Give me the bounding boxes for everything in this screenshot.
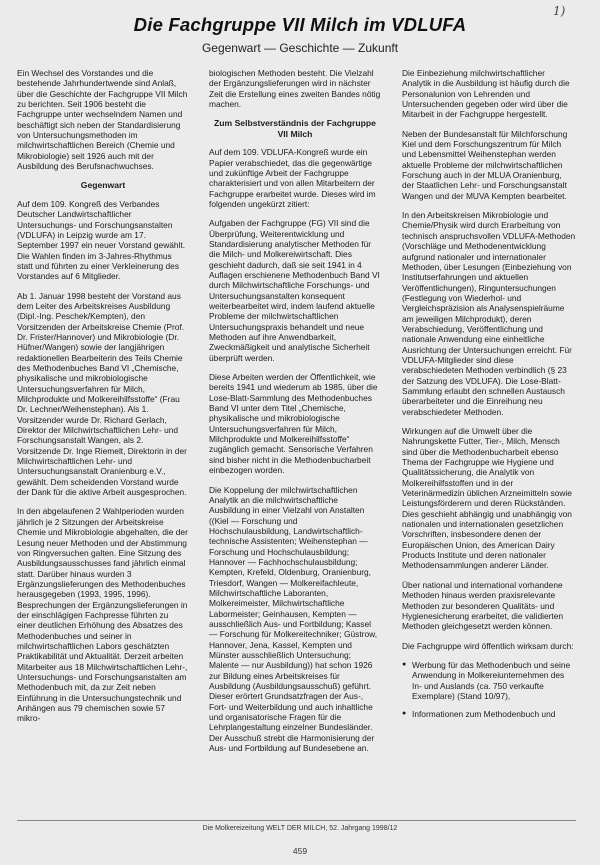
- paragraph: Über national und international vorhandene Methoden hinaus werden praxisrelevante Methoden zur besonderen Qualitäts- und Hygienesicherung erarbeitet, die validierten Methoden gleichgesetzt werden können.: [402, 579, 564, 632]
- paragraph: Die Einbeziehung milchwirtschaftlicher Analytik in die Ausbildung ist häufig durch die Personalunion von Lehrenden und Untersuchenden gegeben oder wird über die Mitarbeit in der Fachgruppe hergestellt.: [402, 68, 570, 120]
- page-title: Die Fachgruppe VII Milch im VDLUFA: [133, 14, 467, 35]
- column-middle: [209, 68, 381, 762]
- paragraph: Ein Wechsel des Vorstandes und die bestehende Jahrhundertwende sind Anlaß, über die Geschichte der Fachgruppe VII Milch zu berichten. Seit 1906 besteht die Fachgruppe unter wechselndem Namen und beschäftigt sich neben der Standardisierung von Untersuchungsmethoden im milchwirtschaftlichen Bereich (Chemie und Mikrobiologie) seit 1926 auch mit der Ausbildung des Berufsnachwuchses.: [17, 68, 188, 172]
- paragraph: Auf dem 109. VDLUFA-Kongreß wurde ein Papier verabschiedet, das die gegenwärtige und zukünftige Arbeit der Fachgruppe charakterisiert und von allen Mitarbeitern der Fachgruppe erarbeitet wurde. Dieses wird im folgenden ungekürzt zitiert:: [209, 147, 376, 209]
- list-item: ● Informationen zum Methodenbuch und: [402, 709, 576, 719]
- column-left: [17, 68, 189, 733]
- paragraph: Aufgaben der Fachgruppe (FG) VII sind die Überprüfung, Weiterentwicklung und Standardisierung analytischer Methoden für die Milch- und Molkereiwirtschaft. Dies geschieht dadurch, daß sie seit 1941 in 4 Auflagen erschienene Methodenbuch Band VI durch Milchwirtschaftliche Forschungs- und Untersuchungsanstalten konsequent weiterbearbeitet wird, indem laufend aktuelle Probleme der milchwirtschaftlichen Untersuchungspraxis behandelt und neue Methoden auf ihre Anwendbarkeit, Zweckmäßigkeit und analytische Sicherheit überprüft werden.: [209, 218, 380, 363]
- paragraph: biologischen Methoden besteht. Die Vielzahl der Ergänzungslieferungen wird in nächster Zeit die Erstellung eines zweiten Bandes nötig machen.: [209, 68, 381, 110]
- paragraph: Ab 1. Januar 1998 besteht der Vorstand aus dem Leiter des Arbeitskreises Ausbildung (Dipl.-Ing. Peschek/Kempten), den Vorsitzenden der Arbeitskreise Chemie (Prof. Dr. Frister/Hannover) und Mikrobiologie (Dr. Hüfner/Wangen) sowie der langjährigen redaktionellen Bearbeiterin des Teils Chemie des Methodenbuches Band VI „Chemische, physikalische und mikrobiologische Untersuchungsverfahren für Milch, Milchprodukte und Molkereihilfsstoffe“ (Frau Dr. Lechner/Weihenstephan). Als 1. Vorsitzender wurde Dr. Richard Gerlach, Direktor der Milchwirtschaftlichen Lehr- und Forschungsanstalt Wangen, als 2. Vorsitzende Dr. Inge Riemelt, Direktorin in der Milchwirtschaftlichen Lehr- und Untersuchungsanstalt Oranienburg e.V., gewählt. Dem scheidenden Vorstand wurde der Dank für die aktive Arbeit ausgesprochen.: [17, 290, 187, 498]
- paragraph: Die Fachgruppe wird öffentlich wirksam durch:: [402, 640, 574, 651]
- section-heading-gegenwart: Gegenwart: [80, 180, 126, 191]
- footer-divider: [17, 820, 576, 821]
- handwritten-mark: 1): [553, 4, 566, 18]
- column-right: [402, 68, 576, 728]
- list-item: ● Werbung für das Methodenbuch und seine Anwendung in Molkereiunternehmen des In- und Auslands (ca. 750 verkaufte Exemplare) (Stand 10/97),: [402, 660, 576, 701]
- page-number: 459: [292, 846, 308, 856]
- paragraph: Diese Arbeiten werden der Öffentlichkeit, wie bereits 1941 und wiederum ab 1985, über die Lose-Blatt-Sammlung des Methodenbuches Band VI unter dem Titel „Chemische, physikalische und mikrobiologische Untersuchungsverfahren für Milch, Milchprodukte und Molkereihilfsstoffe“ zugänglich gemacht. Sensorische Verfahren sind bisher nicht in die Methodenbucharbeit einbezogen worden.: [209, 372, 378, 476]
- paragraph: Neben der Bundesanstalt für Milchforschung Kiel und dem Forschungszentrum für Milch und Lebensmittel Weihenstephan werden aktuelle Probleme der milchwirtschaftlichen Forschung auch in der MLUA Oranienburg, der Staatlichen Lehr- und Forschungsanstalt Wangen und der MUVA Kempten bearbeitet.: [402, 128, 568, 201]
- page-subtitle: Gegenwart — Geschichte — Zukunft: [201, 41, 399, 55]
- footer-source: Die Molkereizeitung WELT DER MILCH, 52. Jahrgang 1998/12: [202, 825, 398, 832]
- paragraph: Die Koppelung der milchwirtschaftlichen Analytik an die milchwirtschaftliche Ausbildung in einer Vielzahl von Anstalten ((Kiel — Forschung und Hochschulausbildung, Landwirtschaftlich-technische Assistenten; Weihenstephan — Forschung und Hochschulausbildung; Hannover — Fachhochschulausbildung; Kempten, Krefeld, Oldenburg, Oranienburg, Triesdorf, Wangen — Molkereifachleute, Milchwirtschaftliche Laboranten, Molkereimeister, Milchwirtschaftliche Labormeister; Geinhausen, Kempten — ausschließlich Aus- und Fortbildung; Kassel — Forschung für Molkereitechniker; Güstrow, Hannover, Jena, Kassel, Kempten und Münster ausschließlich Untersuchung; Malente — nur Ausbildung)) hat schon 1926 zur Bildung eines Arbeitskreises für Ausbildung (Ausbildungsausschuß) geführt. Dieser erörtert Grundsatzfragen der Aus-, Fort- und Weiterbildung und auch inhaltliche und organisatorische Fragen für die Lehrplangestaltung einzelner Bundesländer. Der Ausschuß strebt die Harmonisierung der Aus- und Fortbildung auf Bundesebene an.: [209, 484, 378, 754]
- paragraph: Auf dem 109. Kongreß des Verbandes Deutscher Landwirtschaftlicher Untersuchungs- und Forschungsanstalten (VDLUFA) in Leipzig wurde am 17. September 1997 ein neuer Vorstand gewählt. Die Wahlen finden im 3-Jahres-Rhythmus statt und führten zu einer Verkleinerung des Vorstandes auf 6 Mitglieder.: [17, 198, 186, 282]
- paragraph: In den abgelaufenen 2 Wahlperioden wurden jährlich je 2 Sitzungen der Arbeitskreise Chemie und Mikrobiologie abgehalten, die der Lesung neuer Methoden und der Abstimmung von Ringversuchen galten. Eine Sitzung des Ausbildungsausschusses fand jährlich einmal statt. Darüber hinaus wurden 3 Ergänzungslieferungen des Methodenbuches herausgegeben (1993, 1995, 1996). Besprechungen der Ergänzungslieferungen in der einschlägigen Fachpresse führten zu einer deutlichen Erhöhung des Absatzes des Methodenbuches und seiner in milchwirtschaftlichen Labors geschätzten Praktikabilität und Aktualität. Derzeit arbeiten Mitarbeiter aus 18 Milchwirtschaftlichen Lehr-, Untersuchungs- und Forschungsanstalten am Methodenbuch mit, da zur Zeit neben Einführung in die Untersuchungstechnik und Anhängen aus 79 chemischen sowie 57 mikro-: [17, 506, 188, 724]
- section-heading-selbstverstaendnis: Zum Selbstverständnis der Fachgruppe VII Milch: [214, 118, 376, 139]
- bullet-list: [402, 660, 576, 720]
- paragraph: In den Arbeitskreisen Mikrobiologie und Chemie/Physik wird durch Erarbeitung von technisch anspruchsvollen VDLUFA-Methoden (Vorschläge und Methodenentwicklung aufgrund nationaler und internationaler Methoden, über Lesungen (Einbeziehung von Institutserfahrungen und aktuellen Veröffentlichungen), Ringuntersuchungen (Festlegung von Wiederhol- und Vergleichspräzision als Analysenspielräume am jeweiligen Milchprodukt), deren Verabschiedung, Veröffentlichung und nationale Anwendung eine einheitliche Ausrichtung der Untersuchungen erreicht. Für VDLUFA-Mitglieder sind diese verabschiedeten Methoden verbindlich (§ 23 der Satzung des VDLUFA). Die Lose-Blatt-Sammlung erlaubt den schnellen Austausch überarbeiteter und die Einreihung neu verabschiedeter Methoden.: [402, 210, 576, 417]
- paragraph: Wirkungen auf die Umwelt über die Nahrungskette Futter, Tier-, Milch, Mensch sind über die Methodenbucharbeit ebenso Thema der Fachgruppe wie Hygiene und Qualitätssicherung, die Analytik von Molkereihilfsstoffen und in der Veterinärmedizin üblichen Arzneimitteln sowie Leistungsförderern und deren Rückständen. Dies geschieht abhängig und unabhängig von nationalen und internationalen gesetzlichen Vorschriften, insbesondere denen der Europäischen Union, des American Dairy Products Institute und deren nationaler Methodensammlungen anderer Länder.: [402, 426, 572, 571]
